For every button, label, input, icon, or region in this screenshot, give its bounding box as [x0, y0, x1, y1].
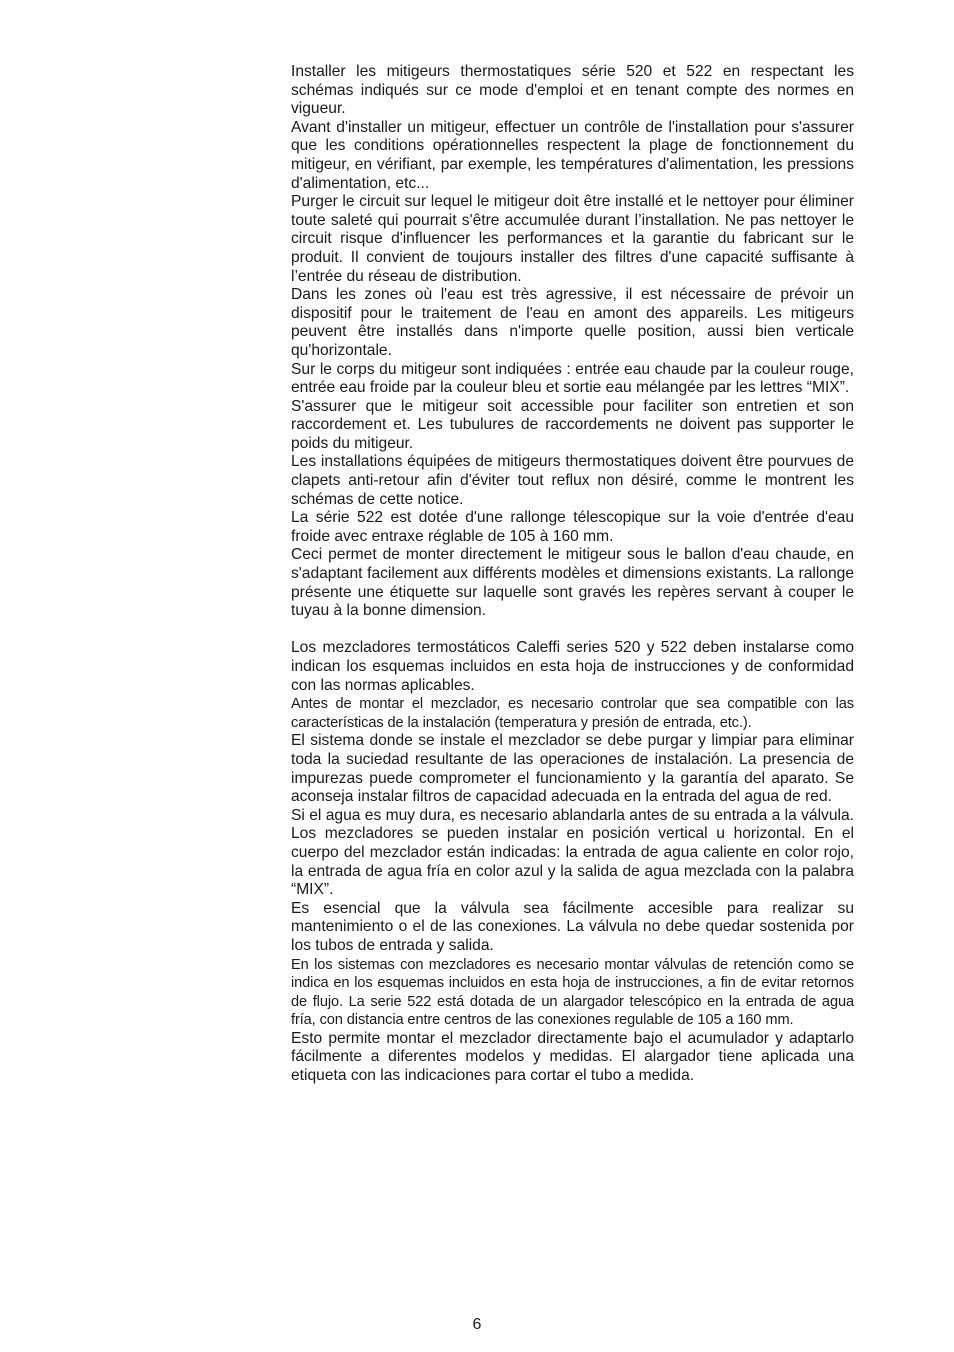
french-paragraph: Purger le circuit sur lequel le mitigeur doit être installé et le nettoyer pour éliminer toute saleté qui pourrait s'être accumulée durant l’installation. Ne pas nettoyer le circuit risque d'influencer les performances et la garantie du fabricant sur le produit. Il convient de toujours installer des filtres d'une capacité suffisante à l’entrée du réseau de distribution. — [291, 193, 854, 285]
spanish-paragraph: El sistema donde se instale el mezclador se debe purgar y limpiar para eliminar toda la suciedad resultante de las operaciones de instalación. La presencia de impurezas puede comprometer el funcionamiento y la garantía del aparato. Se aconseja instalar filtros de capacidad adecuada en la entrada del agua de red. — [291, 732, 854, 806]
page-number: 6 — [472, 1316, 482, 1333]
french-paragraph: Installer les mitigeurs thermostatiques série 520 et 522 en respectant les schémas indiqués sur ce mode d'emploi et en tenant compte des normes en vigueur. — [291, 63, 854, 118]
spanish-paragraph: Los mezcladores termostáticos Caleffi series 520 y 522 deben instalarse como indican los esquemas incluidos en esta hoja de instrucciones y de conformidad con las normas aplicables. — [291, 639, 854, 694]
main-text-column — [291, 63, 854, 1086]
spanish-section — [291, 639, 854, 1085]
french-paragraph: S'assurer que le mitigeur soit accessible pour faciliter son entretien et son raccordement et. Les tubulures de raccordements ne doivent pas supporter le poids du mitigeur. — [291, 397, 854, 452]
spanish-paragraph: Es esencial que la válvula sea fácilmente accesible para realizar su mantenimiento o el de las conexiones. La válvula no debe quedar sostenida por los tubos de entrada y salida. — [291, 899, 854, 954]
spanish-paragraph: Esto permite montar el mezclador directamente bajo el acumulador y adaptarlo fácilmente a diferentes modelos y medidas. El alargador tiene aplicada una etiqueta con las indicaciones para cortar el tubo a medida. — [291, 1029, 854, 1085]
french-paragraph: Avant d'installer un mitigeur, effectuer un contrôle de l'installation pour s'assurer que les conditions opérationnelles respectent la plage de fonctionnement du mitigeur, en vérifiant, par exemple, les températures d'alimentation, les pressions d'alimentation, etc... — [291, 118, 854, 192]
french-paragraph: Les installations équipées de mitigeurs thermostatiques doivent être pourvues de clapets anti-retour afin d'éviter tout reflux non désiré, comme le montrent les schémas de cette notice. — [291, 453, 854, 508]
french-section — [291, 63, 854, 621]
section-divider — [291, 621, 854, 640]
french-paragraph: La série 522 est dotée d'une rallonge télescopique sur la voie d'entrée d'eau froide avec entraxe réglable de 105 à 160 mm. — [291, 509, 854, 545]
french-paragraph: Dans les zones où l'eau est très agressive, il est nécessaire de prévoir un dispositif pour le traitement de l'eau en amont des appareils. Les mitigeurs peuvent être installés dans n'importe quelle position, aussi bien verticale qu'horizontale. — [291, 286, 854, 359]
french-paragraph: Ceci permet de monter directement le mitigeur sous le ballon d'eau chaude, en s'adaptant facilement aux différents modèles et dimensions existants. La rallonge présente une étiquette sur laquelle sont gravés les repères servant à couper le tuyau à la bonne dimension. — [291, 546, 854, 620]
french-paragraph: Sur le corps du mitigeur sont indiquées : entrée eau chaude par la couleur rouge, entrée eau froide par la couleur bleu et sortie eau mélangée par les lettres “MIX”. — [291, 360, 854, 397]
spanish-paragraph: En los sistemas con mezcladores es necesario montar válvulas de retención como se indica en los esquemas incluidos en esta hoja de instrucciones, a fin de evitar retornos de flujo. La serie 522 está dotada de un alargador telescópico en la entrada de agua fría, con distancia entre centros de las conexiones regulable de 105 a 160 mm. — [291, 956, 854, 1029]
spanish-paragraph: Antes de montar el mezclador, es necesario controlar que sea compatible con las características de la instalación (temperatura y presión de entrada, etc.). — [291, 696, 854, 731]
spanish-paragraph: Si el agua es muy dura, es necesario ablandarla antes de su entrada a la válvula. Los mezcladores se pueden instalar en posición vertical u horizontal. En el cuerpo del mezclador están indicadas: la entrada de agua caliente en color rojo, la entrada de agua fría en color azul y la salida de agua mezclada con la palabra “MIX”. — [291, 806, 854, 899]
